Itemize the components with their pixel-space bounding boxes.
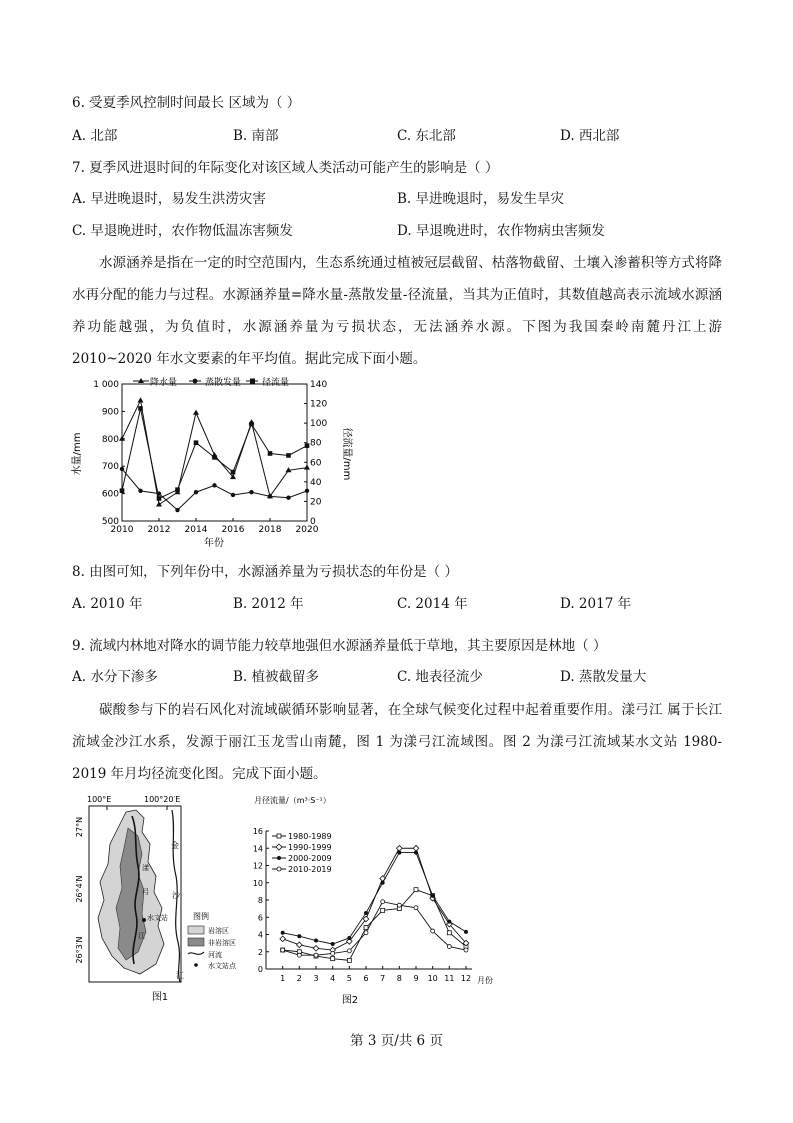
station-swatch-icon [194, 963, 198, 967]
fig2-caption: 图2 [341, 995, 359, 1006]
evap-point [120, 467, 124, 471]
y-left-tick-label: 700 [101, 462, 119, 473]
chart1-ylabel-left: 水量/mm [72, 432, 83, 476]
q7-option-a[interactable]: A. 早进晚退时，易发生洪涝灾害 [72, 191, 266, 207]
evap-point [268, 494, 272, 498]
fig2-series-line-0 [283, 890, 466, 961]
runoff-point [286, 453, 291, 458]
fig2-point-1980s [381, 908, 385, 912]
y-right-tick-label: 140 [310, 380, 328, 390]
evap-point [212, 483, 216, 487]
lat-label-2: 26°4′N [75, 875, 84, 903]
fig2-x-tick-label: 4 [330, 974, 336, 983]
map-label-river: 江 [138, 932, 145, 940]
legend-non-karst: 非岩溶区 [208, 939, 236, 947]
map-label-sha: 沙 [172, 891, 180, 900]
fig2-point-2010s [431, 929, 435, 933]
fig2-point-2000s [281, 931, 285, 935]
hydrology-chart [70, 372, 360, 552]
fig2-point-2000s [364, 911, 368, 915]
fig2-point-2000s [397, 851, 401, 855]
runoff-point [138, 406, 143, 411]
square-marker-icon [250, 379, 255, 384]
fig2-y-tick-label: 14 [252, 844, 263, 854]
y-left-tick-label: 800 [101, 434, 119, 445]
q6-option-b[interactable]: B. 南部 [233, 128, 279, 144]
river-swatch-icon [188, 952, 204, 954]
fig2-point-1980s [331, 957, 335, 961]
x-tick-label: 2014 [184, 525, 208, 535]
y-right-tick-label: 0 [310, 517, 316, 527]
fig2-point-2000s [331, 942, 335, 946]
runoff-point [194, 440, 199, 445]
passage-water-conservation: 水源涵养是指在一定的时空范围内，生态系统通过植被冠层截留、枯落物截留、土壤入渗蓄积等方式将降水再分配的能力与过程。水源涵养量=降水量-蒸散发量-径流量，当其为正值时，其数值越高表示流域水源涵养功能越强，为负值时，水源涵养量为亏损状态，无法涵养水源。下图为我国秦岭南麓丹江上游 2010~2020 年水文要素的年平均值。据此完成下面小题。 [72, 255, 722, 367]
y-right-tick-label: 80 [310, 438, 322, 449]
lat-label-1: 27°N [75, 816, 84, 838]
q6-stem: 6. 受夏季风控制时间最长 区域为（ ） [72, 95, 301, 111]
evap-point [286, 496, 290, 500]
precip-point [119, 436, 125, 441]
fig2-point-1990s [297, 942, 303, 948]
map-label-gong: 弓 [142, 888, 149, 896]
fig2-point-1990s [397, 845, 403, 851]
map-label-jiang: 江 [176, 971, 184, 980]
fig2-x-tick-label: 8 [396, 974, 402, 983]
q7-option-d[interactable]: D. 早退晚进时，农作物病虫害频发 [397, 223, 605, 239]
precip-point [156, 501, 162, 506]
legend-2000s: 2000-2009 [288, 854, 332, 863]
legend-2010s: 2010-2019 [288, 865, 332, 874]
fig2-y-tick-label: 2 [257, 947, 263, 957]
fig2-point-2000s [431, 894, 435, 898]
fig2-point-2000s [381, 881, 385, 885]
fig2-y-tick-label: 12 [252, 861, 263, 871]
y-left-tick-label: 500 [101, 517, 119, 527]
q9-stem: 9. 流域内林地对降水的调节能力较草地强但水源涵养量低于草地，其主要原因是林地（ ） [72, 638, 607, 654]
fig2-x-tick-label: 3 [313, 974, 319, 983]
fig2-x-tick-label: 7 [380, 974, 386, 983]
fig2-point-2010s [331, 951, 335, 955]
lat-label-3: 26°3′N [75, 936, 84, 964]
fig2-xlabel: 月份 [477, 976, 493, 985]
legend-karst: 岩溶区 [208, 927, 229, 935]
x-tick-label: 2010 [110, 525, 134, 535]
evap-point [305, 489, 309, 493]
fig2-x-tick-label: 6 [363, 974, 369, 983]
runoff-point [249, 422, 254, 427]
q8-option-a[interactable]: A. 2010 年 [72, 596, 143, 612]
gauging-station-marker [142, 918, 146, 922]
watershed-map [72, 792, 248, 1004]
legend-1990s: 1990-1999 [288, 843, 332, 852]
legend-1980s: 1980-1989 [288, 832, 332, 841]
y-left-tick-label: 1 000 [93, 380, 119, 390]
legend-river: 河流 [208, 951, 222, 959]
evap-point [231, 493, 235, 497]
y-right-tick-label: 40 [310, 477, 322, 488]
fig2-point-2000s [347, 936, 351, 940]
runoff-point [212, 455, 217, 460]
legend-runoff: 径流量 [262, 378, 290, 388]
runoff-point [175, 487, 180, 492]
x-tick-label: 2016 [221, 525, 245, 535]
fig2-point-2010s [314, 953, 318, 957]
monthly-runoff-chart [250, 795, 493, 1006]
evap-point [194, 490, 198, 494]
fig2-point-1980s [447, 931, 451, 935]
runoff-point [305, 443, 310, 448]
page-number: 第 3 页/共 6 页 [350, 1033, 443, 1049]
q8-option-d[interactable]: D. 2017 年 [560, 596, 632, 612]
fig2-x-tick-label: 2 [296, 974, 302, 983]
q7-option-b[interactable]: B. 早进晚退时，易发生旱灾 [397, 191, 565, 207]
fig2-x-tick-label: 5 [346, 974, 352, 983]
fig2-series-line-1 [283, 848, 466, 950]
chart1-legend [133, 376, 289, 388]
fig2-point-1980s [347, 958, 351, 962]
lon-label-2: 100°20′E [144, 795, 181, 804]
circle-marker-icon [193, 379, 198, 384]
fig2-x-tick-label: 10 [427, 974, 438, 983]
chart1-ylabel-right: 径流量/mm [341, 427, 352, 481]
fig2-point-2010s [364, 931, 368, 935]
q8-option-c[interactable]: C. 2014 年 [397, 596, 468, 612]
fig2-point-2010s [414, 906, 418, 910]
fig2-y-tick-label: 16 [252, 827, 263, 836]
fig2-point-2010s [297, 953, 301, 957]
map-label-yang: 漾 [142, 864, 149, 872]
lon-label-1: 100°E [87, 795, 112, 804]
legend-precip: 降水量 [150, 378, 178, 388]
precip-point [193, 410, 199, 415]
y-right-tick-label: 120 [310, 399, 328, 410]
fig2-y-tick-label: 0 [257, 965, 263, 974]
evap-point [249, 490, 253, 494]
map-label-station: 水文站 [147, 914, 168, 922]
fig2-x-tick-label: 12 [460, 974, 472, 983]
fig2-point-2010s [447, 945, 451, 949]
q6-option-a[interactable]: A. 北部 [72, 128, 118, 144]
series-line-1 [122, 469, 307, 510]
fig2-point-2000s [447, 920, 451, 924]
fig2-point-2010s [397, 903, 401, 907]
fig2-y-tick-label: 4 [257, 930, 263, 940]
evap-point [138, 489, 142, 493]
fig2-point-2010s [464, 948, 468, 952]
fig2-point-2000s [464, 930, 468, 934]
fig2-point-2010s [381, 900, 385, 904]
fig2-point-1980s [414, 888, 418, 892]
runoff-point [268, 451, 273, 456]
precip-point [138, 397, 144, 402]
legend-title: 图例 [193, 912, 209, 921]
fig2-point-1990s [413, 845, 419, 851]
x-tick-label: 2020 [295, 525, 319, 535]
legend-evap: 蒸散发量 [205, 378, 242, 388]
q7-option-c[interactable]: C. 早退晚进时，农作物低温冻害频发 [72, 223, 293, 239]
fig2-legend [272, 832, 332, 874]
fig1-caption: 图1 [151, 992, 169, 1003]
fig2-x-tick-label: 1 [280, 974, 286, 983]
passage-carbon-weathering: 碳酸参与下的岩石风化对流域碳循环影响显著，在全球气候变化过程中起着重要作用。漾弓江 属于长江流域金沙江水系，发源于丽江玉龙雪山南麓，图 1 为漾弓江流域图。图 2 为漾弓江流域某水文站 1980-2019 年月均径流变化图。完成下面小题。 [72, 702, 722, 782]
q9-option-b[interactable]: B. 植被截留多 [233, 669, 320, 685]
runoff-point [157, 496, 162, 501]
legend-station: 水文站点 [208, 962, 236, 970]
y-left-tick-label: 900 [101, 407, 119, 418]
q8-stem: 8. 由图可知，下列年份中，水源涵养量为亏损状态的年份是（ ） [72, 564, 458, 580]
fig2-x-tick-label: 9 [413, 974, 419, 983]
chart1-xlabel: 年份 [204, 538, 224, 549]
fig2-point-2000s [314, 939, 318, 943]
fig2-point-2010s [347, 949, 351, 953]
runoff-point [120, 488, 125, 493]
fig2-point-2010s [281, 948, 285, 952]
fig2-point-1980s [364, 926, 368, 930]
fig2-point-1990s [313, 946, 319, 952]
evap-point [175, 508, 179, 512]
q9-option-a[interactable]: A. 水分下渗多 [72, 669, 158, 685]
q8-option-b[interactable]: B. 2012 年 [233, 596, 304, 612]
y-right-tick-label: 100 [310, 419, 328, 430]
fig2-ylabel: 月径流量/（m³·S⁻¹） [254, 796, 331, 805]
q6-option-c[interactable]: C. 东北部 [397, 128, 456, 144]
q7-stem: 7. 夏季风进退时间的年际变化对该区域人类活动可能产生的影响是（ ） [72, 160, 499, 176]
runoff-point [231, 470, 236, 475]
fig2-point-1990s [280, 936, 286, 942]
fig2-point-2000s [414, 851, 418, 855]
non-karst-swatch [188, 938, 204, 946]
q9-option-c[interactable]: C. 地表径流少 [397, 669, 483, 685]
y-right-tick-label: 20 [310, 497, 322, 508]
fig2-y-tick-label: 10 [252, 878, 263, 888]
map-label-jin: 金 [171, 841, 179, 850]
fig2-y-tick-label: 8 [257, 896, 263, 905]
fig2-y-tick-label: 6 [257, 913, 263, 923]
x-tick-label: 2018 [258, 525, 282, 535]
karst-swatch [188, 926, 204, 934]
fig2-point-2000s [297, 934, 301, 938]
x-tick-label: 2012 [147, 525, 171, 535]
q6-option-d[interactable]: D. 西北部 [560, 128, 620, 144]
y-left-tick-label: 600 [101, 489, 119, 500]
q9-option-d[interactable]: D. 蒸散发量大 [560, 669, 647, 685]
y-right-tick-label: 60 [310, 458, 322, 469]
fig2-x-tick-label: 11 [444, 974, 455, 983]
